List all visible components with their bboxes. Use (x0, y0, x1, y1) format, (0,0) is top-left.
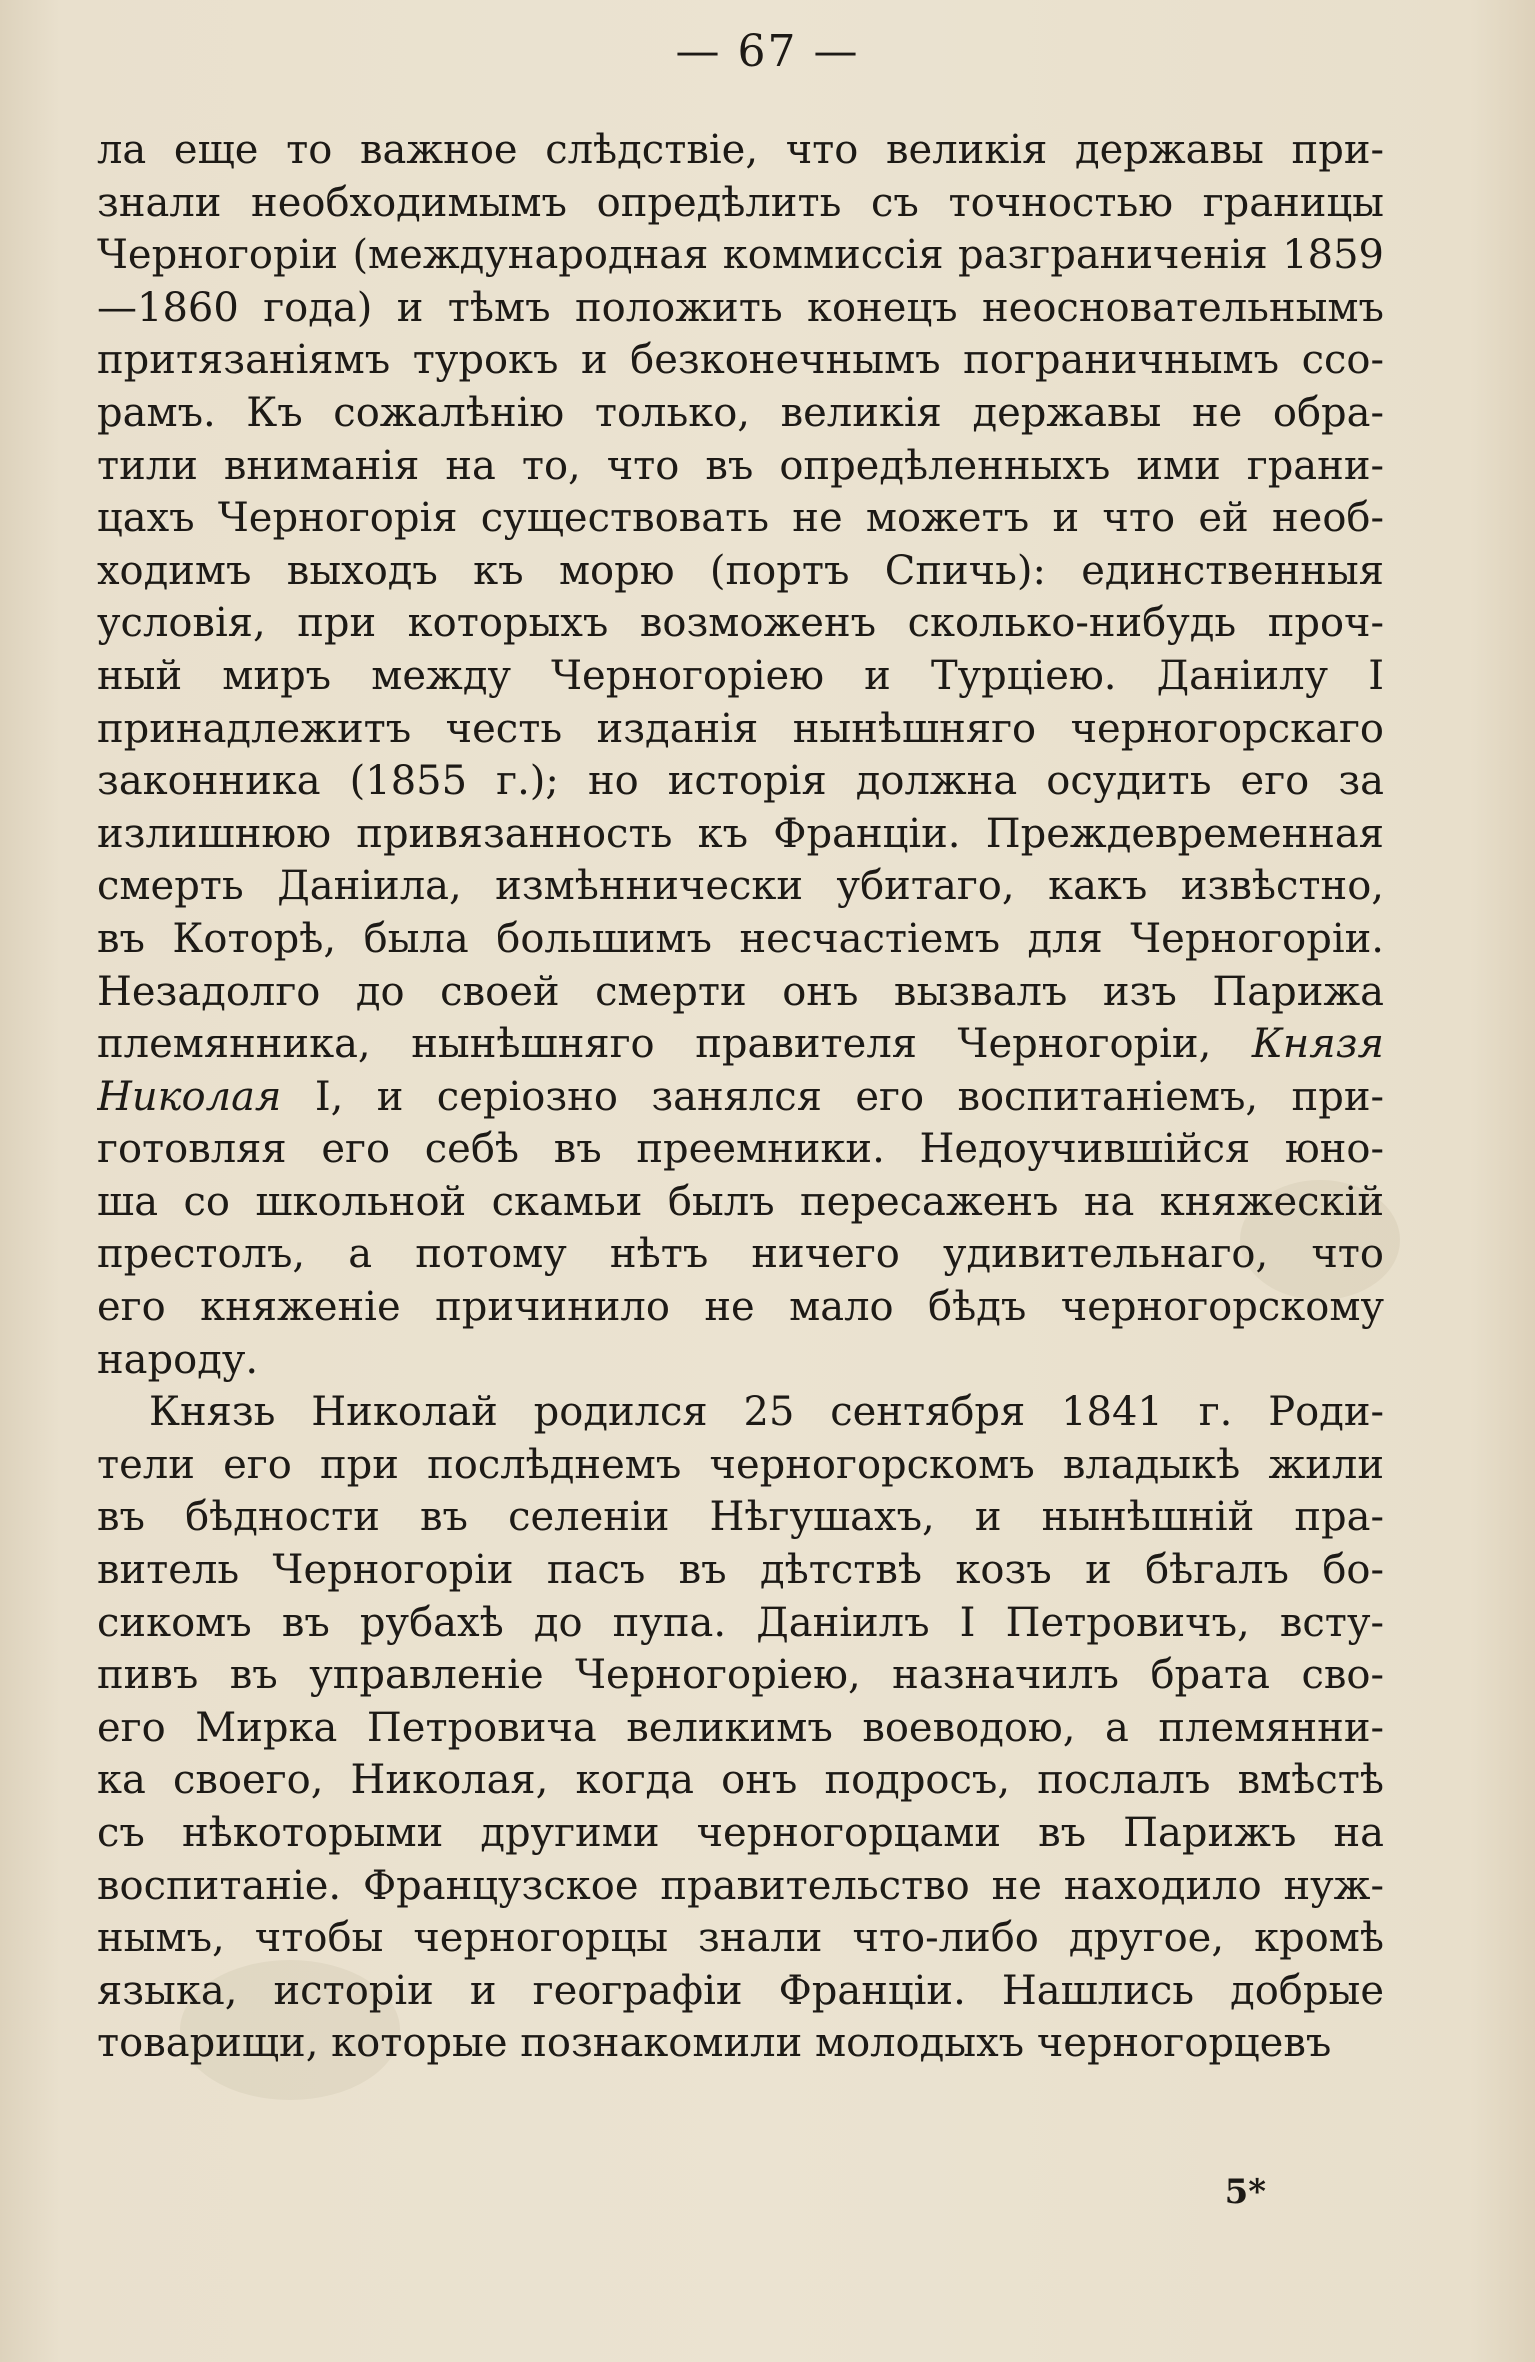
text-line: рамъ. Къ сожалѣнію только, великія державы не обра- (97, 389, 1384, 436)
text-line: въ Которѣ, была большимъ несчастіемъ для Черногоріи. (97, 915, 1384, 962)
text-line: притязаніямъ турокъ и безконечнымъ пограничнымъ ссо- (97, 337, 1384, 384)
text-line: законника (1855 г.); но исторія должна осудить его за (97, 758, 1384, 805)
text-line: —1860 года) и тѣмъ положить конецъ неосновательнымъ (97, 284, 1384, 331)
text-line: ный миръ между Черногоріею и Турціею. Даніилу I (97, 652, 1384, 699)
text-line: витель Черногоріи пасъ въ дѣтствѣ козъ и бѣгалъ бо- (97, 1547, 1384, 1594)
text-line: товарищи, которые познакомили молодыхъ черногорцевъ (97, 2020, 1332, 2067)
paragraph (97, 1386, 1384, 2070)
text-line: воспитаніе. Французское правительство не находило нуж- (97, 1862, 1384, 1909)
text-line: нымъ, чтобы черногорцы знали что-либо другое, кромѣ (97, 1915, 1384, 1962)
text-line: съ нѣкоторыми другими черногорцами въ Парижъ на (97, 1810, 1384, 1856)
paragraph (97, 124, 1384, 1386)
text-line: готовляя его себѣ въ преемники. Недоучившійся юно- (97, 1126, 1384, 1173)
italic-emphasis: Николая (97, 1073, 282, 1120)
text-line: излишнюю привязанность къ Франціи. Преждевременная (97, 810, 1384, 857)
italic-emphasis: Князя (1251, 1021, 1384, 1068)
printer-signature-mark: 5* (1224, 2172, 1266, 2212)
text-line: ша со школьной скамьи былъ пересаженъ на княжескій (97, 1178, 1384, 1225)
text-line: народу. (97, 1336, 259, 1383)
text-line: условія, при которыхъ возможенъ сколько-нибудь проч- (97, 600, 1384, 647)
text-line: Князь Николай родился 25 сентября 1841 г. Роди- (149, 1389, 1384, 1436)
text-line: Черногоріи (международная коммиссія разграниченія 1859 (97, 232, 1384, 279)
text-line: въ бѣдности въ селеніи Нѣгушахъ, и нынѣшній пра- (97, 1494, 1384, 1541)
page-number: — 67 — (675, 26, 860, 77)
text-line: Незадолго до своей смерти онъ вызвалъ изъ Парижа (97, 968, 1384, 1015)
text-line: его Мирка Петровича великимъ воеводою, а племянни- (97, 1704, 1384, 1751)
text-line: престолъ, а потому нѣтъ ничего удивительнаго, что (97, 1231, 1384, 1278)
body-text (97, 124, 1384, 2070)
text-line: Николая I, и серіозно занялся его воспитаніемъ, при- (97, 1073, 1384, 1120)
text-line: тили вниманія на то, что въ опредѣленныхъ ими грани- (97, 442, 1384, 489)
text-line: смерть Даніила, измѣннически убитаго, какъ извѣстно, (97, 863, 1384, 910)
text-line: пивъ въ управленіе Черногоріею, назначилъ брата сво- (97, 1652, 1384, 1699)
text-line: ходимъ выходъ къ морю (портъ Спичь): единственныя (97, 547, 1384, 594)
text-line: сикомъ въ рубахѣ до пупа. Даніилъ I Петровичъ, всту- (97, 1599, 1384, 1646)
text-line: тели его при послѣднемъ черногорскомъ владыкѣ жили (97, 1441, 1384, 1488)
text-line: знали необходимымъ опредѣлить съ точностью границы (97, 179, 1384, 226)
text-line: принадлежитъ честь изданія нынѣшняго черногорскаго (97, 705, 1384, 752)
text-line: цахъ Черногорія существовать не можетъ и что ей необ- (97, 495, 1384, 542)
text-line: языка, исторіи и географіи Франціи. Нашлись добрые (97, 1967, 1384, 2014)
text-line: ла еще то важное слѣдствіе, что великія державы при- (97, 127, 1384, 173)
text-line: его княженіе причинило не мало бѣдъ черногорскому (97, 1284, 1384, 1331)
text-line: племянника, нынѣшняго правителя Черногоріи, Князя (97, 1021, 1384, 1068)
text-line: ка своего, Николая, когда онъ подросъ, послалъ вмѣстѣ (97, 1757, 1384, 1804)
